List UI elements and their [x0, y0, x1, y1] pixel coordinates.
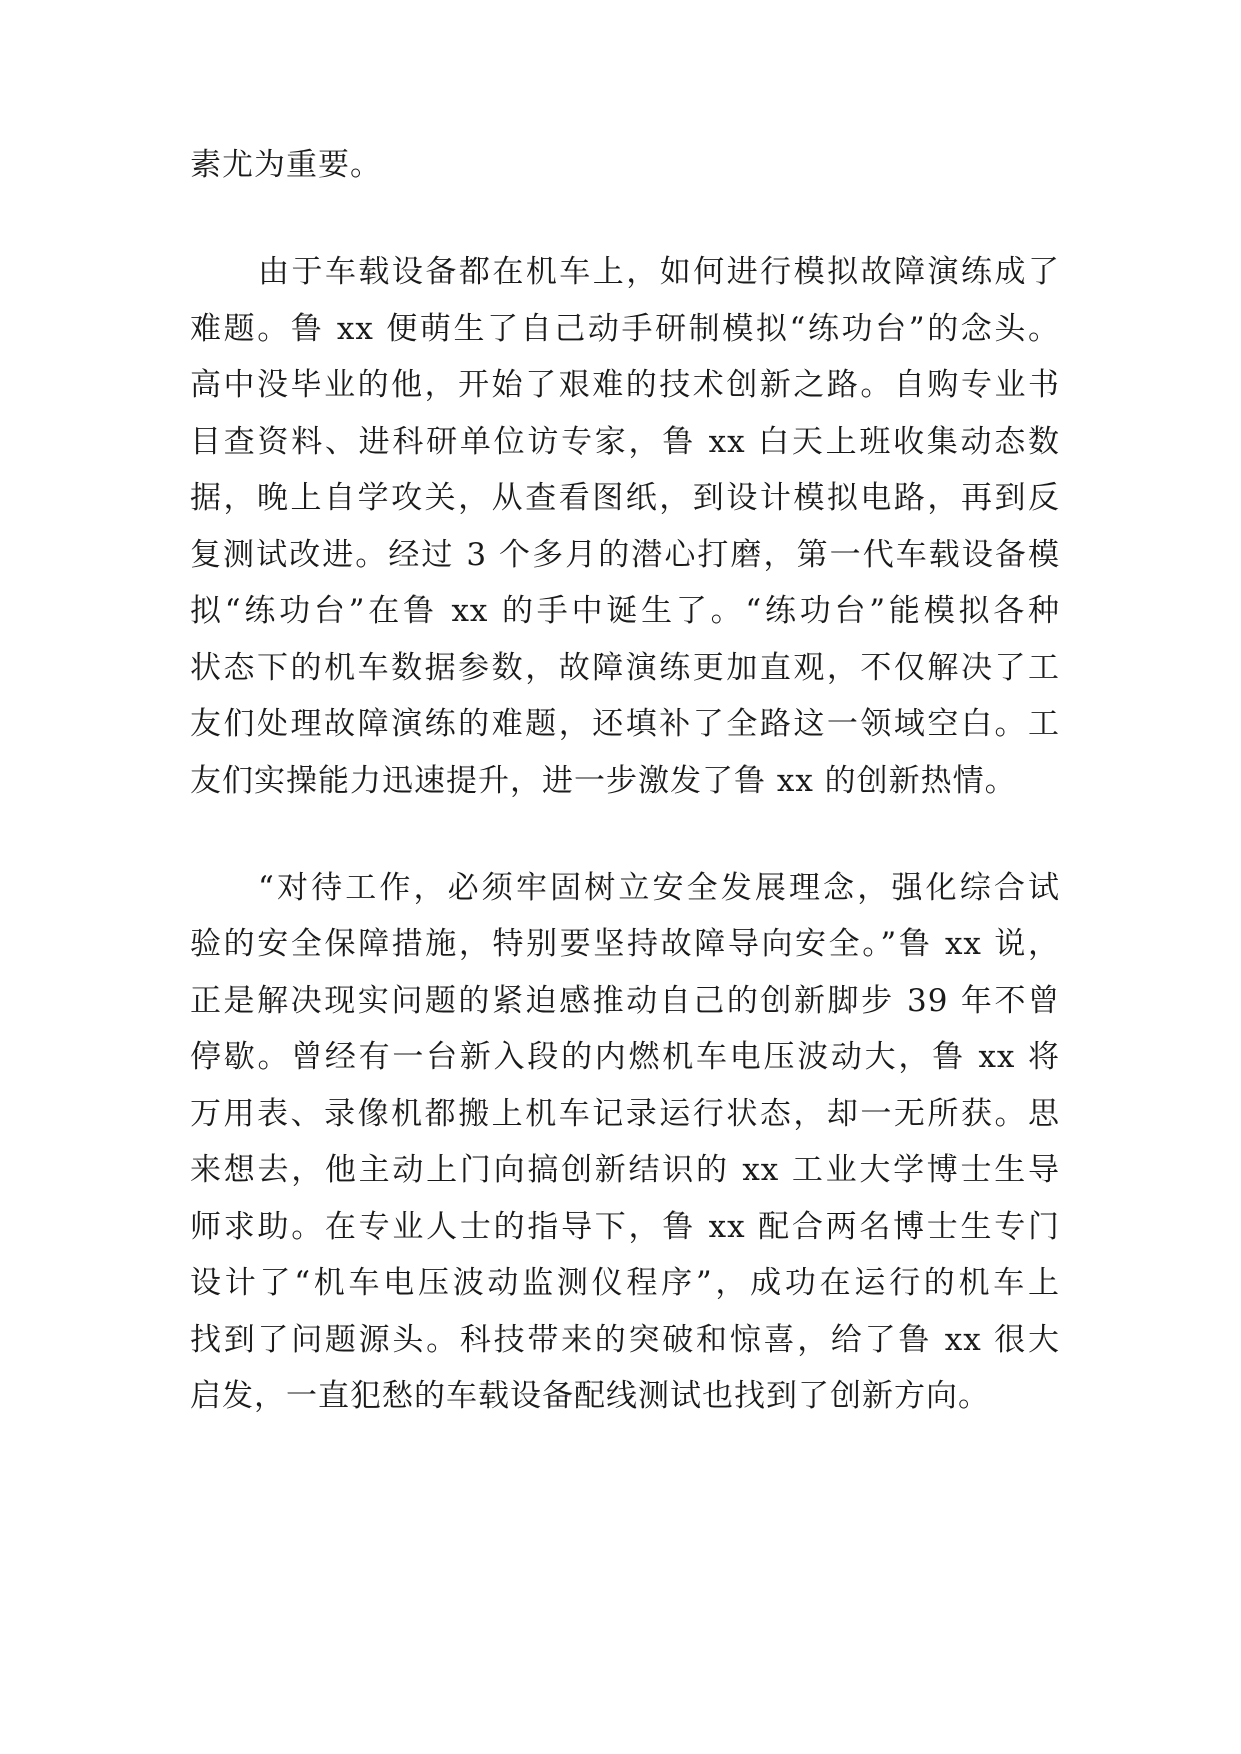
paragraph-line: 复测试改进。经过 3 个多月的潜心打磨，第一代车载设备模	[190, 537, 1060, 573]
paragraph-line: 师求助。在专业人士的指导下，鲁 xx 配合两名博士生专门	[190, 1209, 1060, 1245]
paragraph-line: “对待工作，必须牢固树立安全发展理念，强化综合试	[258, 870, 1060, 906]
paragraph-line: 高中没毕业的他，开始了艰难的技术创新之路。自购专业书	[190, 367, 1060, 403]
paragraph-line: 验的安全保障措施，特别要坚持故障导向安全。”鲁 xx 说，	[190, 926, 1060, 962]
paragraph-line: 友们处理故障演练的难题，还填补了全路这一领域空白。工	[190, 706, 1060, 742]
paragraph-line: 启发，一直犯愁的车载设备配线测试也找到了创新方向。	[190, 1378, 990, 1414]
paragraph-line: 友们实操能力迅速提升，进一步激发了鲁 xx 的创新热情。	[190, 763, 1017, 799]
paragraph-line: 素尤为重要。	[190, 147, 382, 183]
paragraph-line: 停歇。曾经有一台新入段的内燃机车电压波动大，鲁 xx 将	[190, 1039, 1060, 1075]
paragraph-line: 目查资料、进科研单位访专家，鲁 xx 白天上班收集动态数	[190, 424, 1060, 460]
paragraph-line: 正是解决现实问题的紧迫感推动自己的创新脚步 39 年不曾	[190, 983, 1060, 1019]
paragraph-line: 设计了“机车电压波动监测仪程序”，成功在运行的机车上	[190, 1265, 1060, 1301]
paragraph-line: 状态下的机车数据参数，故障演练更加直观，不仅解决了工	[190, 650, 1060, 686]
paragraph-line: 难题。鲁 xx 便萌生了自己动手研制模拟“练功台”的念头。	[190, 311, 1060, 347]
paragraph-line: 找到了问题源头。科技带来的突破和惊喜，给了鲁 xx 很大	[190, 1322, 1060, 1358]
paragraph-line: 万用表、录像机都搬上机车记录运行状态，却一无所获。思	[190, 1096, 1060, 1132]
paragraph-line: 拟“练功台”在鲁 xx 的手中诞生了。“练功台”能模拟各种	[190, 593, 1060, 629]
paragraph-line: 据，晚上自学攻关，从查看图纸，到设计模拟电路，再到反	[190, 480, 1060, 516]
paragraph-line: 来想去，他主动上门向搞创新结识的 xx 工业大学博士生导	[190, 1152, 1060, 1188]
paragraph-line: 由于车载设备都在机车上，如何进行模拟故障演练成了	[258, 254, 1060, 290]
